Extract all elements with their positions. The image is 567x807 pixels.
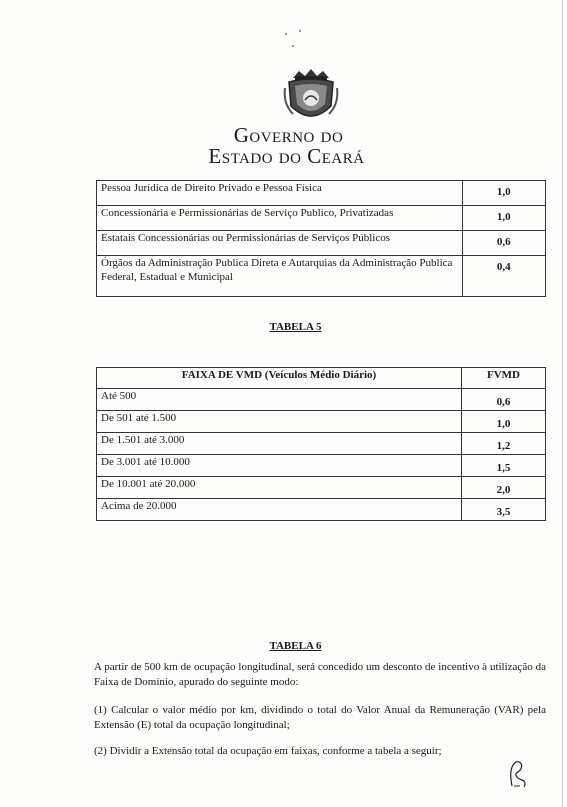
table-row bbox=[97, 433, 546, 455]
table-row bbox=[97, 411, 546, 433]
table-row bbox=[97, 206, 546, 231]
tabela6-title: TABELA 6 bbox=[269, 640, 322, 652]
table-row bbox=[97, 477, 546, 499]
fatores-table bbox=[96, 180, 546, 297]
fvmd-cell: 1,5 bbox=[462, 455, 546, 477]
table-row bbox=[97, 256, 546, 297]
table-row bbox=[97, 231, 546, 256]
tabela5-title: TABELA 5 bbox=[269, 321, 322, 333]
tabela5-table bbox=[96, 367, 546, 521]
fator-label: Concessionária e Permissionárias de Serviço Publico, Privatizadas bbox=[97, 206, 463, 231]
faixa-cell: Até 500 bbox=[97, 389, 462, 411]
handwritten-initials-signature bbox=[506, 758, 528, 790]
table-row bbox=[97, 499, 546, 521]
header-line-estado: Estado do Ceará bbox=[208, 144, 365, 168]
fator-value: 1,0 bbox=[462, 206, 545, 231]
column-header-faixa: FAIXA DE VMD (Veículos Médio Diário) bbox=[97, 368, 462, 389]
scan-speck bbox=[292, 45, 294, 47]
fvmd-cell: 0,6 bbox=[462, 389, 546, 411]
faixa-cell: De 3.001 até 10.000 bbox=[97, 455, 462, 477]
fator-label: Órgãos da Administração Publica Direta e Autarquias da Administração Publica Federal, Estadual e Municipal bbox=[97, 256, 463, 297]
tabela6-intro-paragraph: A partir de 500 km de ocupação longitudinal, será concedido um desconto de incentivo à utilização da Faixa de Domínio, apurado do seguinte modo: bbox=[94, 661, 546, 688]
state-coat-of-arms-icon bbox=[283, 68, 339, 126]
fator-label: Estatais Concessionárias ou Permissionárias de Serviços Públicos bbox=[97, 231, 463, 256]
fator-value: 0,6 bbox=[462, 231, 545, 256]
table-header-row bbox=[97, 368, 546, 389]
faixa-cell: De 10.001 até 20.000 bbox=[97, 477, 462, 499]
tabela6-step1-paragraph: (1) Calcular o valor médio por km, dividindo o total do Valor Anual da Remuneração (VAR) pela Extensão (E) total da ocupação longitudinal; bbox=[94, 704, 546, 731]
header-line-governo: Governo do bbox=[233, 123, 344, 147]
faixa-cell: De 501 até 1.500 bbox=[97, 411, 462, 433]
fvmd-cell: 3,5 bbox=[462, 499, 546, 521]
fator-value: 0,4 bbox=[462, 256, 545, 297]
table-row bbox=[97, 389, 546, 411]
fvmd-cell: 2,0 bbox=[462, 477, 546, 499]
fator-label: Pessoa Jurídica de Direito Privado e Pessoa Física bbox=[97, 181, 463, 206]
column-header-fvmd: FVMD bbox=[462, 368, 546, 389]
tabela6-step2-paragraph: (2) Dividir a Extensão total da ocupação em faixas, conforme a tabela a seguir; bbox=[94, 745, 442, 757]
faixa-cell: Acima de 20.000 bbox=[97, 499, 462, 521]
scan-speck bbox=[285, 33, 287, 35]
faixa-cell: De 1.501 até 3.000 bbox=[97, 433, 462, 455]
fvmd-cell: 1,0 bbox=[462, 411, 546, 433]
scan-speck bbox=[299, 30, 301, 32]
table-row bbox=[97, 181, 546, 206]
fator-value: 1,0 bbox=[462, 181, 545, 206]
fvmd-cell: 1,2 bbox=[462, 433, 546, 455]
page-edge bbox=[562, 0, 563, 807]
table-row bbox=[97, 455, 546, 477]
